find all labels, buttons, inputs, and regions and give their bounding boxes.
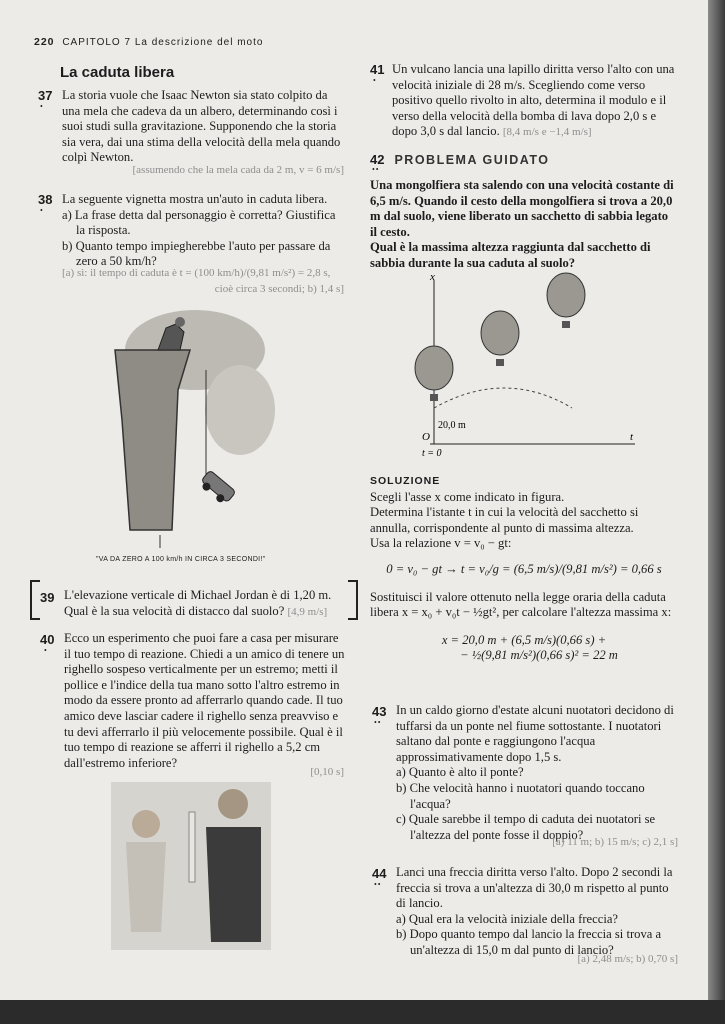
- page-edge-shadow: [708, 0, 725, 1024]
- falling-car: [198, 470, 236, 506]
- difficulty-dots: •: [44, 646, 48, 655]
- origin-label: O: [422, 431, 430, 443]
- photo-figures: [111, 782, 271, 950]
- exercise-number: 40: [40, 632, 55, 647]
- chapter-title: La descrizione del moto: [134, 37, 264, 48]
- bracket-left: [30, 580, 40, 620]
- balloon-diagram: [410, 268, 640, 458]
- scan-background: [0, 1000, 725, 1024]
- difficulty-dots: •: [40, 206, 44, 215]
- reaction-time-photo: [111, 782, 271, 950]
- difficulty-dots: ••: [372, 165, 380, 174]
- character-head: [175, 317, 185, 327]
- exercise-number: 44: [372, 866, 387, 881]
- t-axis-label: t: [630, 431, 634, 443]
- balloon-3: [547, 273, 585, 328]
- bracket-right: [348, 580, 358, 620]
- problem-question: Qual è la massima altezza raggiunta dal sacchetto di sabbia durante la sua caduta al suolo?: [370, 240, 651, 270]
- height-label: 20,0 m: [438, 420, 466, 431]
- running-header: [34, 36, 263, 48]
- trajectory: [434, 388, 572, 408]
- cartoon-caption: "VA DA ZERO A 100 km/h IN CIRCA 3 SECONDI!": [96, 556, 266, 563]
- cloud: [205, 365, 275, 455]
- exercise-number: 43: [372, 704, 387, 719]
- balloon-2: [481, 311, 519, 366]
- equation-3: − ½(9,81 m/s²)(0,66 s)² = 22 m: [460, 648, 618, 663]
- exercise-answer: [4,9 m/s]: [287, 605, 328, 618]
- difficulty-dots: ••: [374, 718, 382, 727]
- exercise-number: 39: [40, 590, 55, 605]
- exercise-number: 41: [370, 62, 385, 77]
- exercise-answer: [a) 11 m; b) 15 m/s; c) 2,1 s]: [552, 836, 678, 848]
- exercise-answer: [0,10 s]: [310, 766, 344, 778]
- exercise-text: La storia vuole che Isaac Newton sia stato colpito da una mela che cadeva da un albero, determinando così i suoi studi sulla gravitazione. Supponendo che la storia sia vera, dai una stima della velocità della mela quando colpì Newton.: [62, 88, 341, 165]
- exercise-answer: [8,4 m/s e −1,4 m/s]: [502, 126, 592, 139]
- exercise-answer: [a) 2,48 m/s; b) 0,70 s]: [577, 953, 678, 965]
- time-zero-label: t = 0: [422, 448, 442, 458]
- exercise-text: Lanci una freccia diritta verso l'alto. Dopo 2 secondi la freccia si trova a un'altezza di 30,0 m rispetto al punto di lancio. a) Qual era la velocità iniziale della freccia? b) Dopo quanto tempo dal lancio la freccia si trova a un'altezza di 15,0 m dal punto di lancio?: [396, 865, 673, 957]
- difficulty-dots: ••: [374, 880, 382, 889]
- difficulty-dots: •: [40, 102, 44, 111]
- exercise-text: L'elevazione verticale di Michael Jordan è di 1,20 m. Qual è la sua velocità di distacco dal suolo? [4,9 m/s]: [64, 588, 332, 618]
- exercise-number: 38: [38, 192, 53, 207]
- page-number: 220: [34, 36, 55, 48]
- problem-statement: Una mongolfiera sta salendo con una velocità costante di 6,5 m/s. Quando il cesto della mongolfiera si trova a 20,0 m dal suolo, viene liberato un sacchetto di sabbia legato il cesto. Qual è la massima altezza raggiunta dal sacchetto di sabbia durante la sua caduta al suolo?: [370, 178, 678, 272]
- exercise-text: Un vulcano lancia una lapillo diritta verso l'alto con una velocità iniziale di 28 m/s. Scegliendo come verso positivo quello rivolto in alto, determina il modulo e il verso della velocità della bomba di lava dopo 2,0 s e dopo 3,0 s dal lancio. [8,4 m/s e −1,4 m/s]: [392, 62, 675, 139]
- exercise-text: La seguente vignetta mostra un'auto in caduta libera. a) La frase detta dal personaggio è corretta? Giustifica la risposta. b) Quanto tempo impiegherebbe l'auto per passare da zero a 50 km/h?: [62, 192, 336, 269]
- difficulty-dots: •: [373, 76, 377, 85]
- solution: SOLUZIONE Scegli l'asse x come indicato in figura. Determina l'istante t in cui la velocità del sacchetto si annulla, corrispondente al punto di massima altezza. Usa la relazione v = v₀ − gt: 0 = v₀ − gt → t = v₀/g = (6,5 m/s)/(9,81 m/s²) = 0,66 s Sostituisci il valore ottenuto nella legge oraria della caduta libera x = x₀ + v₀t − ½gt², per calcolare l'altezza massima x: x = 20,0 m + (6,5 m/s)(0,66 s) + − ½(9,81 m/s²)(0,66 s)² = 22 m: [370, 474, 678, 664]
- cartoon-falling-car: [100, 300, 280, 550]
- chapter-label: CAPITOLO 7: [62, 37, 132, 48]
- equation-1: 0 = v₀ − gt → t = v₀/g = (6,5 m/s)/(9,81 m/s²) = 0,66 s: [386, 561, 662, 576]
- exercise-text: Ecco un esperimento che puoi fare a casa per misurare il tuo tempo di reazione. Chiedi a un amico di tenere un righello sospeso verticalmente per un estremo; metti il pollice e l'indice della tua mano sotto l'altro estremo in modo da essere pronto ad afferrarlo quando cade. Il tuo amico deve lasciar cadere il righello senza preavviso e tu devi afferrarlo il più velocemente possibile. Qual è il tuo tempo di reazione se afferri il righello a 5,2 cm dall'estremo inferiore?: [64, 631, 345, 770]
- exercise-number: 37: [38, 88, 53, 103]
- exercise-answer: [assumendo che la mela cada da 2 m, v = 6 m/s]: [132, 164, 344, 176]
- x-axis-label: x: [430, 271, 435, 283]
- exercise-answer: [a) sì: il tempo di caduta è t = (100 km/h)/(9,81 m/s²) = 2,8 s, cioè circa 3 secondi; b) 1,4 s]: [62, 267, 344, 295]
- cliff: [115, 350, 190, 530]
- exercise-text: In un caldo giorno d'estate alcuni nuotatori decidono di tuffarsi da un ponte nel fiume sottostante. I nuotatori saltano dal ponte e raggiungono l'acqua approssimativamente dopo 1,5 s. a) Quanto è alto il ponte? b) Che velocità hanno i nuotatori quando toccano l'acqua? c) Quale sarebbe il tempo di caduta dei nuotatori se l'altezza del ponte fosse il doppio?: [396, 703, 674, 842]
- solution-heading: SOLUZIONE: [370, 475, 441, 487]
- equation-2: x = 20,0 m + (6,5 m/s)(0,66 s) +: [441, 632, 607, 647]
- problem-heading: 42 PROBLEMA GUIDATO: [370, 152, 550, 167]
- section-title: La caduta libera: [60, 64, 175, 81]
